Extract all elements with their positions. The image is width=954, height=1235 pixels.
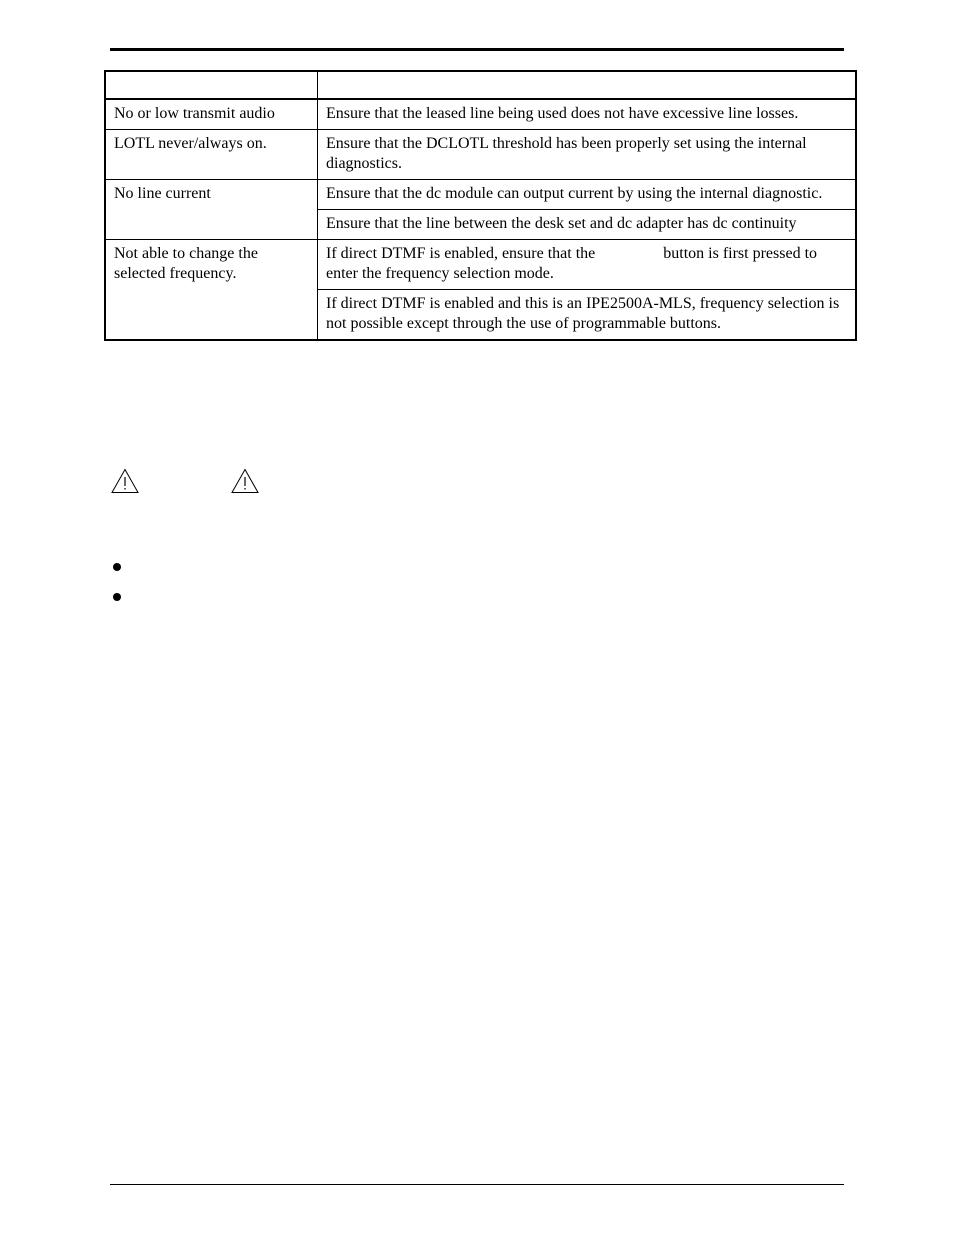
bullet-point [113,593,121,601]
action-cell: If direct DTMF is enabled and this is an IPE2500A-MLS, frequency selection is not possible except through the use of programmable buttons. [318,290,857,341]
table-row [105,240,856,290]
warning-triangle-icon [111,468,139,494]
action-text-part: If direct DTMF is enabled, ensure that the [326,245,596,262]
action-cell: Ensure that the leased line being used does not have excessive line losses. [318,99,857,130]
warning-triangle-icon [231,468,259,494]
action-cell: Ensure that the dc module can output current by using the internal diagnostic. [318,180,857,210]
symptom-cell: LOTL never/always on. [105,130,318,180]
action-cell: Ensure that the line between the desk set and dc adapter has dc continuity [318,210,857,240]
footer-rule [110,1184,844,1185]
header-symptom-cell [105,71,318,99]
table-row [105,180,856,210]
troubleshooting-table [104,70,857,341]
header-rule [110,48,844,51]
header-action-cell [318,71,857,99]
table-row [105,99,856,130]
table-header-row [105,71,856,99]
action-cell: Ensure that the DCLOTL threshold has been properly set using the internal diagnostics. [318,130,857,180]
action-text-part: button is first pressed to enter the frequency selection mode. [326,245,818,282]
symptom-cell: Not able to change the selected frequency. [105,240,318,341]
action-cell [318,240,857,290]
bullet-point [113,563,121,571]
table-row [105,130,856,180]
symptom-cell: No line current [105,180,318,240]
symptom-cell: No or low transmit audio [105,99,318,130]
